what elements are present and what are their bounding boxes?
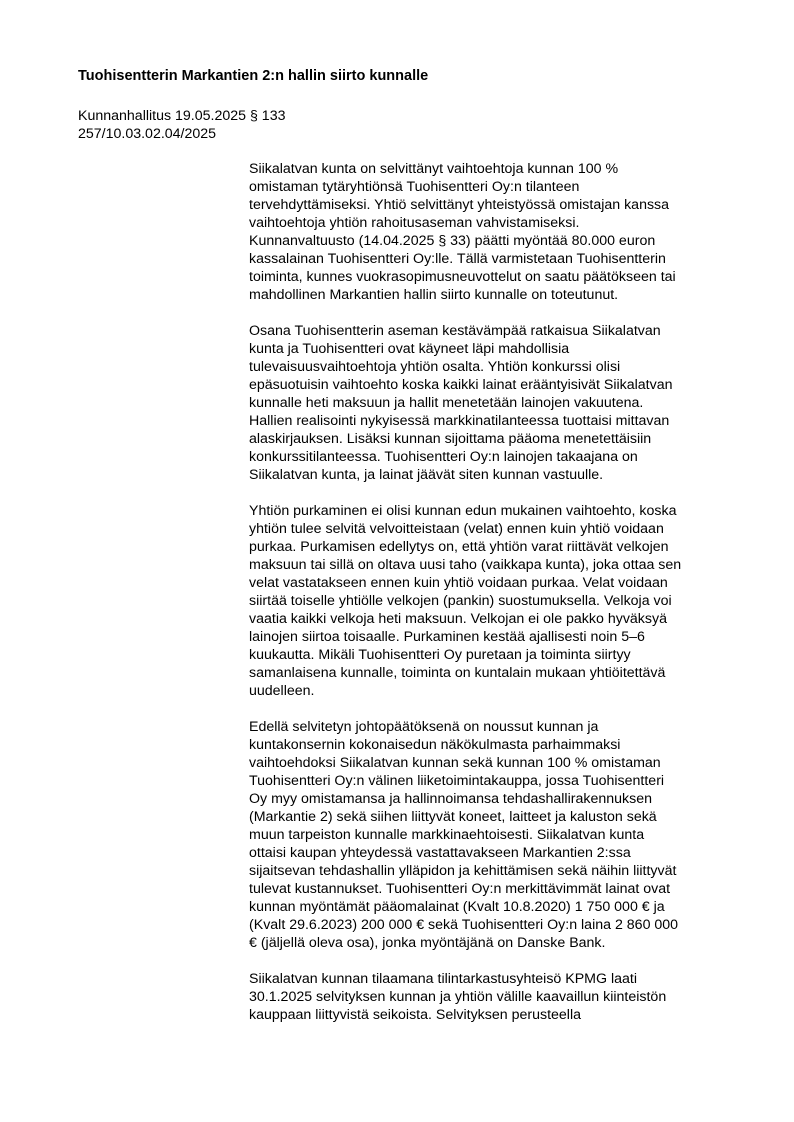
paragraph-line: € (jäljellä oleva osa), jonka myöntäjänä on Danske Bank.	[249, 935, 606, 951]
paragraph-line: lainojen siirtoa toisaalle. Purkaminen kestää ajallisesti noin 5–6	[249, 629, 645, 645]
paragraph-line: vaatia kaikki velkoja heti maksuun. Velkojan ei ole pakko hyväksyä	[249, 611, 667, 627]
paragraph-line: kunta ja Tuohisentteri ovat käyneet läpi mahdollisia	[249, 341, 570, 357]
paragraph-line: maksuun tai sillä on oltava uusi taho (vaikkapa kunta), joka ottaa sen	[249, 557, 682, 573]
body-paragraph	[249, 718, 749, 952]
paragraph-line: Siikalatvan kunta on selvittänyt vaihtoehtoja kunnan 100 %	[249, 161, 619, 177]
paragraph-line: toiminta, kunnes vuokrasopimusneuvottelut on saatu päätökseen tai	[249, 269, 676, 285]
paragraph-line: Siikalatvan kunnan tilaamana tilintarkastusyhteisö KPMG laati	[249, 971, 637, 987]
paragraph-line: vaihtoehdoksi Siikalatvan kunnan sekä kunnan 100 % omistaman	[249, 755, 661, 771]
paragraph-line: tulevaisuusvaihtoehtoja yhtiön osalta. Yhtiön konkurssi olisi	[249, 359, 621, 375]
document-meta	[78, 107, 285, 143]
paragraph-line: muun tarpeiston kunnalle markkinaehtoisesti. Siikalatvan kunta	[249, 827, 645, 843]
paragraph-line: Kunnanvaltuusto (14.04.2025 § 33) päätti myöntää 80.000 euron	[249, 233, 656, 249]
paragraph-line: kauppaan liittyvistä seikoista. Selvityksen perusteella	[249, 1007, 581, 1023]
document-body	[249, 160, 749, 1042]
paragraph-line: 30.1.2025 selvityksen kunnan ja yhtiön välille kaavaillun kiinteistön	[249, 989, 667, 1005]
paragraph-line: siirtää toiselle yhtiölle velkojen (pankin) suostumuksella. Velkoja voi	[249, 593, 672, 609]
body-paragraph	[249, 322, 749, 484]
paragraph-line: (Kvalt 29.6.2023) 200 000 € sekä Tuohisentteri Oy:n laina 2 860 000	[249, 917, 679, 933]
paragraph-line: purkaa. Purkamisen edellytys on, että yhtiön varat riittävät velkojen	[249, 539, 669, 555]
paragraph-line: Oy myy omistamansa ja hallinnoimansa tehdashallirakennuksen	[249, 791, 652, 807]
paragraph-line: (Markantie 2) sekä siihen liittyvät koneet, laitteet ja kaluston sekä	[249, 809, 657, 825]
paragraph-line: kuntakonsernin kokonaisedun näkökulmasta parhaimmaksi	[249, 737, 621, 753]
paragraph-line: tervehdyttämiseksi. Yhtiö selvittänyt yhteistyössä omistajan kanssa	[249, 197, 670, 213]
meeting-reference: Kunnanhallitus 19.05.2025 § 133	[78, 108, 286, 124]
body-paragraph	[249, 502, 749, 700]
paragraph-line: kassalainan Tuohisentteri Oy:lle. Tällä varmistetaan Tuohisentterin	[249, 251, 666, 267]
paragraph-line: epäsuotuisin vaihtoehto koska kaikki lainat erääntyisivät Siikalatvan	[249, 377, 673, 393]
paragraph-line: omistaman tytäryhtiönsä Tuohisentteri Oy:n tilanteen	[249, 179, 580, 195]
paragraph-line: kunnan myöntämät pääomalainat (Kvalt 10.8.2020) 1 750 000 € ja	[249, 899, 665, 915]
paragraph-line: Siikalatvan kunta, ja lainat jäävät siten kunnan vastuulle.	[249, 467, 604, 483]
paragraph-line: sijaitsevan tehdashallin ylläpidon ja kehittämisen sekä näihin liittyvät	[249, 863, 677, 879]
paragraph-line: velat vastatakseen ennen kuin yhtiö voidaan purkaa. Velat voidaan	[249, 575, 668, 591]
paragraph-line: uudelleen.	[249, 683, 315, 699]
body-paragraph	[249, 970, 749, 1024]
record-number: 257/10.03.02.04/2025	[78, 126, 217, 142]
paragraph-line: Edellä selvitetyn johtopäätöksenä on noussut kunnan ja	[249, 719, 599, 735]
paragraph-line: ottaisi kaupan yhteydessä vastattavakseen Markantien 2:ssa	[249, 845, 631, 861]
paragraph-line: Yhtiön purkaminen ei olisi kunnan edun mukainen vaihtoehto, koska	[249, 503, 677, 519]
paragraph-line: Osana Tuohisentterin aseman kestävämpää ratkaisua Siikalatvan	[249, 323, 661, 339]
paragraph-line: samanlaisena kunnalle, toiminta on kuntalain mukaan yhtiöitettävä	[249, 665, 666, 681]
paragraph-line: tulevat kustannukset. Tuohisentteri Oy:n merkittävimmät lainat ovat	[249, 881, 671, 897]
paragraph-line: Hallien realisointi nykyisessä markkinatilanteessa tuottaisi mittavan	[249, 413, 670, 429]
paragraph-line: vaihtoehtoja yhtiön rahoitusaseman vahvistamiseksi.	[249, 215, 580, 231]
document-title: Tuohisentterin Markantien 2:n hallin siirto kunnalle	[78, 68, 429, 84]
paragraph-line: kunnalle heti maksuun ja hallit menetetään lainojen vakuutena.	[249, 395, 644, 411]
paragraph-line: konkurssitilanteessa. Tuohisentteri Oy:n lainojen takaajana on	[249, 449, 638, 465]
body-paragraph	[249, 160, 749, 304]
paragraph-line: kuukautta. Mikäli Tuohisentteri Oy puretaan ja toiminta siirtyy	[249, 647, 631, 663]
paragraph-line: mahdollinen Markantien hallin siirto kunnalle on toteutunut.	[249, 287, 619, 303]
paragraph-line: yhtiön tulee selvitä velvoitteistaan (velat) ennen kuin yhtiö voidaan	[249, 521, 664, 537]
paragraph-line: Tuohisentteri Oy:n välinen liiketoimintakauppa, jossa Tuohisentteri	[249, 773, 665, 789]
paragraph-line: alaskirjauksen. Lisäksi kunnan sijoittama pääoma menetettäisiin	[249, 431, 652, 447]
